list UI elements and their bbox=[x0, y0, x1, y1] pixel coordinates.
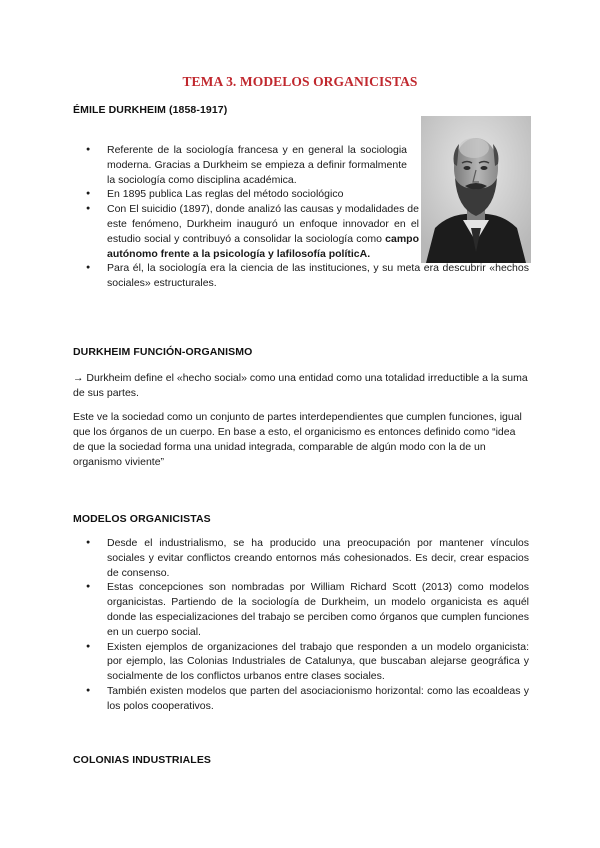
durkheim-bullet-list bbox=[73, 143, 529, 291]
list-item bbox=[73, 640, 529, 684]
bullet-text: Desde el industrialismo, se ha producido una preocupación por mantener vínculos sociales y evitar conflictos creando entornos más cohesionados. Es decir, crear espacios de consenso. bbox=[107, 537, 529, 579]
document-title: TEMA 3. MODELOS ORGANICISTAS bbox=[182, 74, 418, 89]
bullet-text: Con El suicidio (1897), donde analizó las causas y modalidades de este fenómeno, Durkheim inauguró un enfoque innovador en el estudio social y contribuyó a consolidar la sociología como bbox=[107, 203, 419, 245]
list-item bbox=[73, 187, 529, 202]
paragraph: → Durkheim define el «hecho social» como una entidad como una totalidad irreductible a la suma de sus partes. bbox=[73, 372, 528, 399]
list-item bbox=[73, 143, 529, 187]
bullet-text: Estas concepciones son nombradas por William Richard Scott (2013) como modelos organicistas. Partiendo de la sociología de Durkheim, un modelo organicista es aquél donde las especializaciones del trabajo se perciben como órganos que cumplen funciones en un cuerpo social. bbox=[107, 581, 529, 638]
list-item bbox=[73, 202, 529, 261]
bullet-text: En 1895 publica Las reglas del método sociológico bbox=[107, 188, 344, 201]
list-item bbox=[73, 684, 529, 714]
list-item bbox=[73, 580, 529, 639]
list-item bbox=[73, 261, 529, 291]
bullet-text: Para él, la sociología era la ciencia de las instituciones, y su meta era descubrir «hechos sociales» estructurales. bbox=[107, 262, 529, 290]
bullet-text: También existen modelos que parten del asociacionismo horizontal: como las ecoaldeas y los polos cooperativos. bbox=[107, 684, 529, 712]
section-heading-funcion: DURKHEIM FUNCIÓN-ORGANISMO bbox=[73, 346, 253, 358]
section-heading-durkheim: ÉMILE DURKHEIM (1858-1917) bbox=[73, 104, 228, 116]
bullet-text: Referente de la sociología francesa y en general la sociologia moderna. Gracias a Durkheim se empieza a definir formalmente la sociología como disciplina académica. bbox=[107, 144, 407, 186]
bullet-bold-text: campo autónomo frente a la psicología y lafilosofía políticA. bbox=[107, 232, 419, 260]
section-heading-colonias: COLONIAS INDUSTRIALES bbox=[73, 754, 212, 766]
bullet-text: Existen ejemplos de organizaciones del trabajo que responden a un modelo organicista: por ejemplo, las Colonias Industriales de Catalunya, que buscaban alejarse geográfica y socialmente de los conflictos urbanos entre clases sociales. bbox=[107, 640, 529, 683]
section-heading-modelos: MODELOS ORGANICISTAS bbox=[73, 513, 211, 525]
list-item bbox=[73, 536, 529, 580]
paragraph: Este ve la sociedad como un conjunto de partes interdependientes que cumplen funciones, igual que los órganos de un cuerpo. En base a esto, el organicismo es entonces definido como “idea de que la sociedad forma una unidad integrada, comparable de algún modo con la de un organismo viviente” bbox=[73, 411, 522, 468]
modelos-bullet-list bbox=[73, 536, 529, 714]
